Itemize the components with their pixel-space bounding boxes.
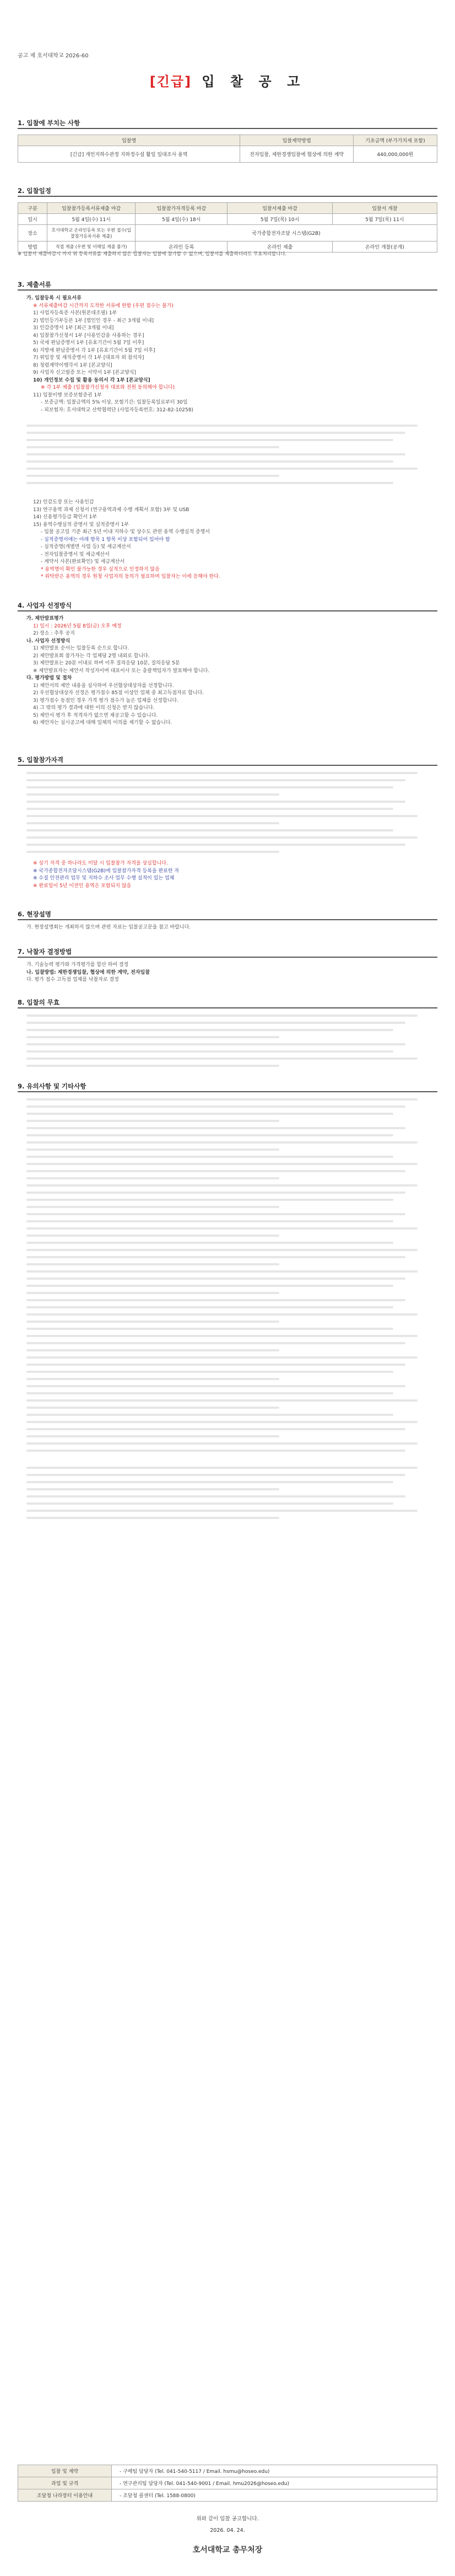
text-line-placeholder xyxy=(26,1256,405,1258)
sec5-heading: 5. 입찰참가자격 xyxy=(18,756,64,764)
text-line-placeholder xyxy=(26,1378,279,1380)
sec5-notes xyxy=(26,860,434,890)
bid-name: [긴급] 개인지하수관정 지하정수설 활일 일대조사 용역 xyxy=(18,146,240,163)
text-line-placeholder xyxy=(26,1407,279,1409)
text-line-placeholder xyxy=(26,1349,279,1351)
doc-item: 14) 신용평가등급 확인서 1부 xyxy=(33,514,98,520)
sec7-item: 다. 평가 점수 고득점 업체를 낙찰자로 결정 xyxy=(26,977,119,983)
text-line-placeholder xyxy=(26,1285,393,1287)
footer-line: 위와 같이 입찰 공고합니다. xyxy=(196,2516,259,2522)
text-line-placeholder xyxy=(26,1481,393,1483)
sec3-body xyxy=(26,295,434,414)
sec4-item: 6) 제안자는 실시공고에 대해 일체의 이의를 제기할 수 없습니다. xyxy=(33,720,172,726)
text-line-placeholder xyxy=(26,1127,405,1129)
blank-area xyxy=(26,425,434,489)
sec4-item: 1) 제안발표 순서는 입찰등록 순으로 합니다. xyxy=(33,646,129,651)
doc-item: 6) 지방세 완납증명서 각 1부 [유효기간이 5월 7일 이후] xyxy=(33,347,155,353)
doc-item: 2) 법인등기부등본 1부 [법인인 경우 - 최근 3개월 이내] xyxy=(33,318,154,324)
divider xyxy=(18,1007,437,1008)
divider xyxy=(18,957,437,958)
footer-date: 2026. 04. 24. xyxy=(210,2527,245,2534)
sec7-item: 나. 입찰방법: 제한경쟁입찰, 협상에 의한 계약, 전자입찰 xyxy=(26,969,150,975)
text-line-placeholder xyxy=(26,1278,405,1280)
text-line-placeholder xyxy=(26,1192,405,1194)
text-line-placeholder xyxy=(26,1163,418,1165)
doc-item: - 전자입찰증명서 및 세금계산서 xyxy=(41,551,110,557)
divider xyxy=(18,196,437,197)
text-line-placeholder xyxy=(26,1098,418,1101)
text-line-placeholder xyxy=(26,1306,393,1308)
text-line-placeholder xyxy=(26,1249,418,1251)
text-line-placeholder xyxy=(26,1105,405,1108)
title-text: 입 찰 공 고 xyxy=(202,74,306,89)
cell: 온라인 등록 xyxy=(136,242,228,253)
text-line-placeholder xyxy=(26,1213,405,1215)
contact-label: 조달청 나라장터 이용안내 xyxy=(18,2489,112,2502)
text-line-placeholder xyxy=(26,1242,393,1244)
sec7-item: 가. 기술능력 평가와 가격평가를 합산 하여 결정 xyxy=(26,962,129,968)
text-line-placeholder xyxy=(26,1371,393,1373)
text-line-placeholder xyxy=(26,482,393,484)
text-line-placeholder xyxy=(26,453,405,455)
text-line-placeholder xyxy=(26,475,279,477)
blank-area xyxy=(26,1015,434,1072)
cell: 호서대학교 온라인등록 또는 우편 접수(입찰참가등록서류 제출) xyxy=(47,225,136,242)
text-line-placeholder xyxy=(26,851,279,853)
text-line-placeholder xyxy=(26,772,418,774)
text-line-placeholder xyxy=(26,793,279,796)
text-line-placeholder xyxy=(26,1495,405,1498)
text-line-placeholder xyxy=(26,829,393,831)
doc-item: 9) 사업자 신고필증 또는 서약서 1부 [본교양식] xyxy=(33,370,136,375)
doc-item: 13) 연구용역 과제 신청서 (연구용역과제 수행 계획서 포함) 3부 및 USB xyxy=(33,507,189,513)
text-line-placeholder xyxy=(26,460,393,463)
text-line-placeholder xyxy=(26,1120,279,1122)
doc-item: 3) 인감증명서 1부 [최근 3개월 이내] xyxy=(33,325,114,331)
text-line-placeholder xyxy=(26,808,393,810)
cell: 직접 제출 (우편 및 이메일 제출 불가) xyxy=(47,242,136,253)
doc-item: - 피보험자: 호서대학교 산학협력단 (사업자등록번호: 312-82-10258) xyxy=(41,407,193,413)
text-line-placeholder xyxy=(26,1220,393,1222)
text-line-placeholder xyxy=(26,1292,279,1294)
cell: 5월 7일(목) 10시 xyxy=(228,214,332,225)
text-line-placeholder xyxy=(26,1474,405,1476)
text-line-placeholder xyxy=(26,779,405,781)
sec2-note: ※ 입찰서 제출마감시 까지 위 등록서류를 제출하지 않은 입찰자는 입찰에 참가할 수 없으며, 입찰서를 제출하더라도 무효처리합니다. xyxy=(18,251,287,257)
contact-value: - 조달청 콜센터 (Tel. 1588-0800) xyxy=(112,2489,437,2502)
sec9-heading: 9. 유의사항 및 기타사항 xyxy=(18,1082,86,1090)
text-line-placeholder xyxy=(26,1517,279,1519)
doc-item: - 입찰 공고일 기준 최근 5년 이내 지하수 및 상수도 관련 용역 수행실적 증명서 xyxy=(41,529,210,535)
th-opening: 입찰서 개찰 xyxy=(332,203,437,214)
text-line-placeholder xyxy=(26,1450,405,1452)
text-line-placeholder xyxy=(26,446,279,448)
doc-item: - 계약서 사본(완료확인) 및 세금계산서 xyxy=(41,559,125,565)
text-line-placeholder xyxy=(26,836,418,839)
sec7-heading: 7. 낙찰자 결정방법 xyxy=(18,948,72,956)
sec4-item: ※ 제안발표자는 제안서 작성자이며 대표이사 또는 총괄책임자가 발표해야 합니다. xyxy=(33,668,210,674)
text-line-placeholder xyxy=(26,1199,393,1201)
sec2-table xyxy=(18,202,437,253)
cell: 5월 4일(수) 18시 xyxy=(136,214,228,225)
doc-item: - 실적증명서에는 아래 항목 1 항목 이상 포함되어 있어야 함 xyxy=(41,536,170,543)
text-line-placeholder xyxy=(26,1227,418,1230)
sec4-item: 2) 장소 : 추후 공지 xyxy=(33,631,75,636)
contact-table xyxy=(18,2465,437,2502)
text-line-placeholder xyxy=(26,1342,405,1344)
cell: 국가종합전자조달 시스템(G2B) xyxy=(136,225,437,242)
cell: 방법 xyxy=(18,242,47,253)
text-line-placeholder xyxy=(26,1036,279,1038)
cell: 온라인 개찰(공개) xyxy=(332,242,437,253)
footer-issuer: 호서대학교 총무처장 xyxy=(192,2546,263,2554)
text-line-placeholder xyxy=(26,1206,279,1208)
text-line-placeholder xyxy=(26,1414,393,1416)
page-title xyxy=(0,71,455,90)
doc-number: 공고 제 호서대학교 2026-60 xyxy=(18,53,89,59)
sec4-sub-c: 다. 평가방법 및 절차 xyxy=(26,675,72,681)
blank-area xyxy=(26,1098,434,1457)
sec4-item: 2) 우선협상대상자 선정은 평가점수 85점 이상인 업체 중 최고득점자로 합니다. xyxy=(33,690,204,696)
text-line-placeholder xyxy=(26,844,405,846)
text-line-placeholder xyxy=(26,1510,418,1512)
text-line-placeholder xyxy=(26,1399,418,1402)
text-line-placeholder xyxy=(26,1050,393,1053)
divider xyxy=(18,1091,437,1092)
text-line-placeholder xyxy=(26,1442,418,1445)
text-line-placeholder xyxy=(26,1364,405,1366)
sec8-heading: 8. 입찰의 무효 xyxy=(18,999,59,1006)
doc-item: 10) 개인정보 수집 및 활용 동의서 각 1부 [본교양식] xyxy=(33,377,150,383)
text-line-placeholder xyxy=(26,1328,393,1330)
text-line-placeholder xyxy=(26,1502,393,1505)
sec4-item: 1) 제안서의 제안 내용을 심사하여 우선협상대상자를 선정합니다. xyxy=(33,683,174,689)
text-line-placeholder xyxy=(26,1356,418,1359)
text-line-placeholder xyxy=(26,1058,418,1060)
text-line-placeholder xyxy=(26,1134,393,1136)
th-category: 구분 xyxy=(18,203,47,214)
text-line-placeholder xyxy=(26,1428,405,1430)
blank-area xyxy=(26,772,434,858)
sec4-sub-a: 가. 제안발표평가 xyxy=(26,616,64,621)
text-line-placeholder xyxy=(26,1029,393,1031)
text-line-placeholder xyxy=(26,1321,279,1323)
text-line-placeholder xyxy=(26,1435,279,1437)
text-line-placeholder xyxy=(26,801,405,803)
th-submit-deadline: 입찰서제출 마감 xyxy=(228,203,332,214)
sec4-body xyxy=(26,615,434,727)
urgent-label: [긴급] xyxy=(149,74,192,89)
doc-item: 8) 청렴계약이행각서 1부 [본교양식] xyxy=(33,362,112,368)
sec4-item: 2) 제안발표회 참가자는 각 업체당 2명 내외로 합니다. xyxy=(33,653,150,659)
cell: 온라인 제출 xyxy=(228,242,332,253)
text-line-placeholder xyxy=(26,822,279,824)
text-line-placeholder xyxy=(26,1385,405,1387)
th-doc-deadline: 입찰참가등록서류제출 마감 xyxy=(47,203,136,214)
th-bid-name: 입찰명 xyxy=(18,135,240,146)
text-line-placeholder xyxy=(26,1299,405,1301)
sec2-heading: 2. 입찰일정 xyxy=(18,187,51,195)
doc-item: 12) 인감도장 또는 사용인감 xyxy=(33,500,94,505)
sec5-note: ※ 완료일이 5년 이전인 용역은 포함되지 않음 xyxy=(33,883,132,889)
sec6-heading: 6. 현장설명 xyxy=(18,910,51,918)
text-line-placeholder xyxy=(26,786,393,788)
text-line-placeholder xyxy=(26,1141,418,1144)
text-line-placeholder xyxy=(26,1156,393,1158)
text-line-placeholder xyxy=(26,1392,393,1394)
sec4-item: 5) 제안서 평가 후 적격자가 없으면 재공고할 수 있습니다. xyxy=(33,712,158,718)
doc-item: - 실적증명(개별면 사업 등) 및 세금계산서 xyxy=(41,544,131,550)
sec5-note: ※ 상기 자격 중 하나라도 미달 시 입찰참가 자격을 상실합니다. xyxy=(33,861,168,866)
text-line-placeholder xyxy=(26,1113,393,1115)
sec4-heading: 4. 사업자 선정방식 xyxy=(18,602,72,609)
text-line-placeholder xyxy=(26,1467,418,1469)
doc-item-note: * 용역명이 확인 불가능한 경우 실적으로 인정하지 않음 xyxy=(41,566,160,572)
doc-item: 1) 사업자등록증 사본(원본대조필) 1부 xyxy=(33,310,117,316)
text-line-placeholder xyxy=(26,1421,418,1423)
text-line-placeholder xyxy=(26,1022,405,1024)
th-base-amount: 기초금액 (부가가치세 포함) xyxy=(353,135,437,146)
bid-amount: 440,000,000원 xyxy=(353,146,437,163)
text-line-placeholder xyxy=(26,425,418,427)
sec3-sub-a: 가. 입찰등록 시 필요서류 xyxy=(26,296,82,301)
sec4-item: 1) 일시 : 2026년 5월 8일(금) 오후 예정 xyxy=(33,623,122,629)
doc-item: - 보증금액: 입찰금액의 5% 이상, 보험기간: 입찰등록일로부터 30일 xyxy=(41,400,188,405)
text-line-placeholder xyxy=(26,1235,279,1237)
divider xyxy=(18,289,437,291)
sec4-sub-b: 나. 사업자 선정방식 xyxy=(26,638,71,644)
blank-area xyxy=(26,1467,434,1524)
text-line-placeholder xyxy=(26,1263,279,1265)
sec1-table xyxy=(18,135,437,163)
text-line-placeholder xyxy=(26,439,393,441)
contact-value: - 연구관리팀 담당자 (Tel. 041-540-9001 / Email. hmu2026@hoseo.edu) xyxy=(112,2477,437,2489)
cell: 일시 xyxy=(18,214,47,225)
doc-item: 11) 입찰이행 보증보험증권 1부 xyxy=(33,392,102,398)
cell: 5월 7일(목) 11시 xyxy=(332,214,437,225)
contact-label: 입찰 및 계약 xyxy=(18,2465,112,2477)
text-line-placeholder xyxy=(26,1270,418,1273)
doc-item: 7) 위임장 및 재직증명서 각 1부 [대표자 외 참석자] xyxy=(33,355,144,361)
text-line-placeholder xyxy=(26,1313,418,1316)
th-method: 입찰계약방법 xyxy=(240,135,353,146)
divider xyxy=(18,919,437,920)
sec1-heading: 1. 입찰에 부치는 사항 xyxy=(18,119,80,127)
text-line-placeholder xyxy=(26,1065,279,1067)
text-line-placeholder xyxy=(26,468,418,470)
doc-item: 5) 국세 완납증명서 1부 [유효기간이 5월 7일 이후] xyxy=(33,340,144,346)
divider xyxy=(18,128,437,129)
divider xyxy=(18,610,437,611)
doc-item-note: ※ 각 1부 제출 (입찰참가신청자 대표와 전원 동의해야 합니다) xyxy=(41,385,175,390)
sec4-item: 3) 제안발표는 20분 이내로 하며 이후 질의응답 10분, 질의응답 5분 xyxy=(33,661,180,666)
sec3-note-a: ※ 서류제출마감 시간까지 도착한 서류에 한함 (우편 접수는 불가) xyxy=(33,303,174,309)
contact-label: 과업 및 규격 xyxy=(18,2477,112,2489)
text-line-placeholder xyxy=(26,1488,279,1490)
doc-item: 15) 용역수행실적 증명서 및 실적증명서 1부 xyxy=(33,522,129,528)
cell: 장소 xyxy=(18,225,47,242)
text-line-placeholder xyxy=(26,1015,418,1017)
text-line-placeholder xyxy=(26,1149,279,1151)
sec6-body: 가. 현장설명회는 개최하지 않으며 관련 자료는 입찰공고문을 참고 바랍니다. xyxy=(26,925,191,930)
text-line-placeholder xyxy=(26,1335,418,1337)
sec4-item: 3) 평가점수 동점인 경우 가격 평가 점수가 높은 업체를 선정합니다. xyxy=(33,697,178,704)
text-line-placeholder xyxy=(26,1043,405,1045)
cell: 5월 4일(수) 11시 xyxy=(47,214,136,225)
bid-method: 전자입찰, 제한경쟁입찰에 협상에 의한 계약 xyxy=(240,146,353,163)
text-line-placeholder xyxy=(26,815,418,817)
text-line-placeholder xyxy=(26,1177,279,1179)
sec5-note: ※ 수질 안전관리 업무 및 지하수 조사 업무 수행 실적이 있는 업체 xyxy=(33,876,175,881)
text-line-placeholder xyxy=(26,1170,405,1172)
text-line-placeholder xyxy=(26,1184,418,1187)
contact-value: - 구매팀 담당자 (Tel. 041-540-5117 / Email. hsmu@hoseo.edu) xyxy=(112,2465,437,2477)
doc-item-note: * 위탁받은 용역의 경우 원청 사업자의 동의가 필요하며 입찰자는 이에 응해야 한다. xyxy=(41,574,220,579)
sec3-extra xyxy=(26,499,434,581)
text-line-placeholder xyxy=(26,432,405,434)
sec3-heading: 3. 제출서류 xyxy=(18,281,51,288)
divider xyxy=(18,765,437,766)
doc-item: 4) 입찰참가신청서 1부 [사용인감을 사용하는 경우] xyxy=(33,332,144,339)
sec5-note: ※ 국가종합전자조달시스템(G2B)에 입찰참가자격 등록을 완료한 자 xyxy=(33,868,180,874)
sec4-item: 4) 그 밖의 평가 결과에 대한 이의 신청은 받지 않습니다. xyxy=(33,705,155,711)
sec7-body xyxy=(26,962,434,984)
th-reg-deadline: 입찰참가자격등록 마감 xyxy=(136,203,228,214)
